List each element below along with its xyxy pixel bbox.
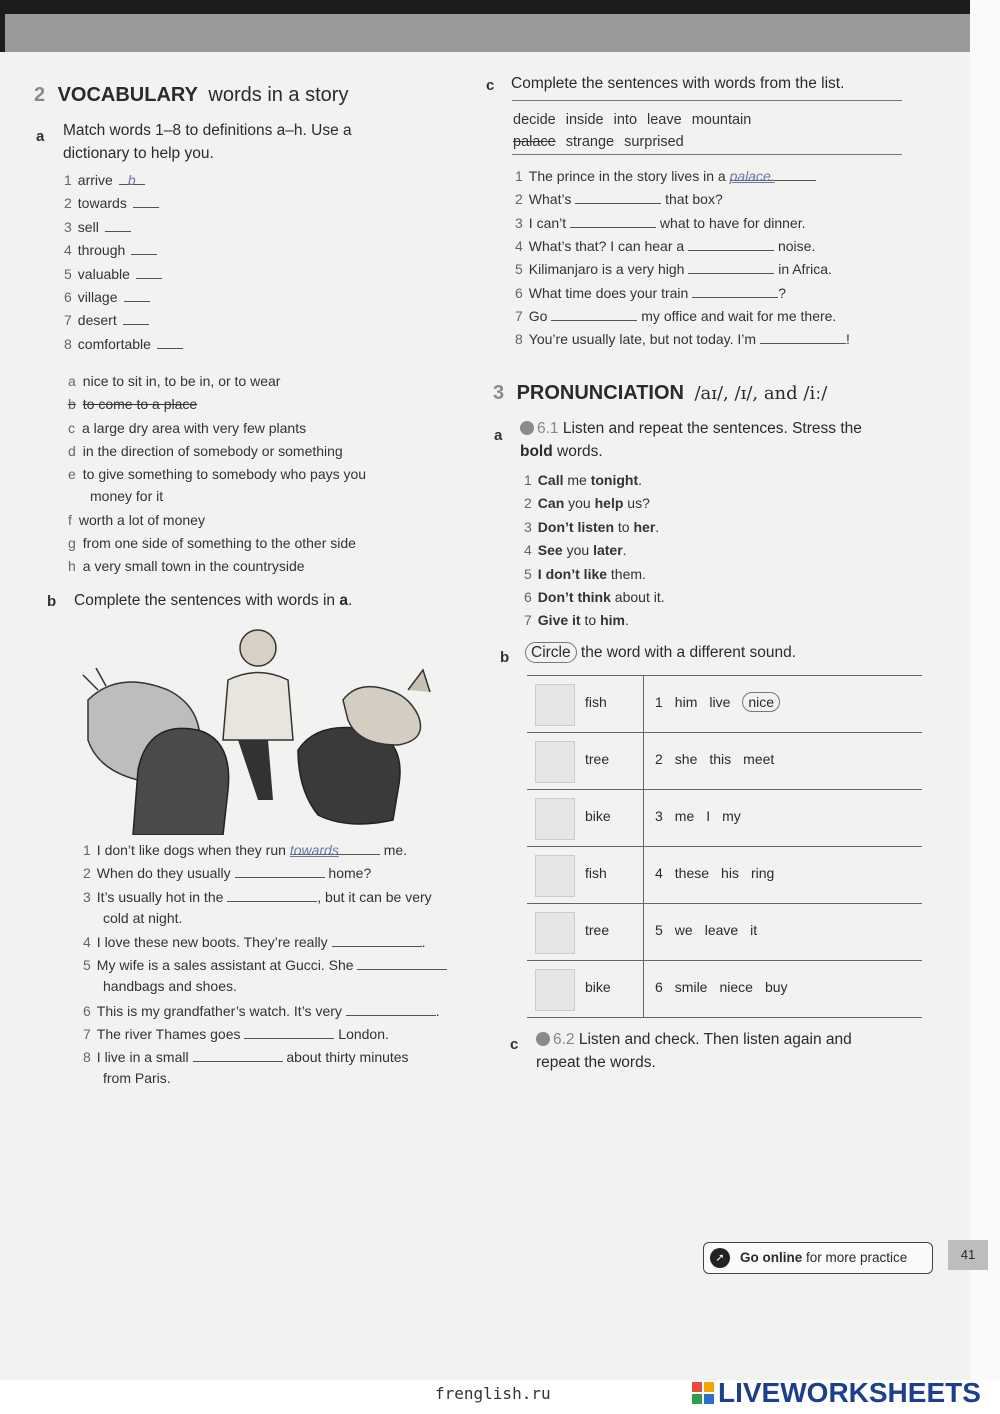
vocab-word-item <box>64 172 145 188</box>
item-number: 8 <box>64 335 72 352</box>
pronunciation-table <box>527 675 922 1018</box>
exercise-letter: b <box>47 593 57 610</box>
sentence-text: . <box>622 542 627 559</box>
fish-sound-icon <box>535 855 575 897</box>
sentence-text: It’s usually hot in the <box>96 888 228 905</box>
vocab-word: sell <box>77 218 99 235</box>
answer-blank[interactable] <box>133 195 159 208</box>
item-number: 8 <box>515 331 523 348</box>
item-number: 6 <box>64 289 72 305</box>
definition-letter: f <box>68 511 72 528</box>
vocab-word: village <box>77 289 118 305</box>
exercise-letter: c <box>486 77 495 94</box>
item-number: 6 <box>655 979 663 995</box>
item-number: 1 <box>655 694 663 710</box>
answer-blank[interactable] <box>729 168 816 184</box>
instruction-line: dictionary to help you. <box>63 145 214 162</box>
choice-word[interactable]: meet <box>743 751 775 767</box>
item-number: 4 <box>655 865 663 881</box>
sentence-text: me <box>563 472 591 488</box>
item-number: 2 <box>515 191 523 208</box>
sentence-text: my office and wait for me there. <box>637 307 837 324</box>
scan-right-margin <box>970 0 1000 1380</box>
pronunciation-row <box>527 847 922 904</box>
answer-text: palace. <box>729 168 775 184</box>
answer-blank[interactable] <box>760 331 846 344</box>
stressed-word: her <box>633 518 656 535</box>
section-subtitle: /aɪ/, /ɪ/, and /iː/ <box>694 383 828 404</box>
sentence-text: about it. <box>610 589 665 605</box>
word-list-item: palace <box>513 134 556 150</box>
site-link[interactable]: frenglish.ru <box>435 1384 551 1403</box>
word-list-item: into <box>613 112 638 128</box>
instruction-circled-word: Circle <box>525 642 577 663</box>
stressed-word: help <box>594 495 624 512</box>
pronunciation-row <box>527 961 922 1018</box>
choice-word[interactable]: ring <box>750 865 775 881</box>
answer-blank[interactable] <box>688 238 774 251</box>
word-group <box>655 751 786 767</box>
pronunciation-row <box>527 733 922 790</box>
word-list-item: decide <box>513 112 556 128</box>
vocab-word: through <box>77 242 126 259</box>
exercise-3c-instructions <box>536 1028 852 1074</box>
instruction-text: Listen and check. Then listen again and <box>574 1031 852 1048</box>
item-number: 5 <box>83 957 91 974</box>
exercise-2a-instructions <box>63 119 352 165</box>
definition-letter: b <box>68 396 76 413</box>
word-list-row <box>513 112 761 128</box>
bike-sound-icon <box>535 969 575 1011</box>
choice-word[interactable]: I <box>706 808 711 824</box>
sentence-item <box>515 238 815 254</box>
vocab-word-item <box>64 266 162 282</box>
sound-cell <box>527 733 644 789</box>
item-number: 7 <box>64 312 72 329</box>
section-3-heading <box>493 382 827 405</box>
pronunciation-sentence <box>524 542 627 558</box>
sentence-text: What time does your train <box>528 284 693 301</box>
item-number: 8 <box>83 1049 91 1066</box>
item-number: 3 <box>83 888 91 905</box>
sentence-item <box>83 889 432 926</box>
item-number: 7 <box>524 612 532 629</box>
section-title: PRONUNCIATION <box>516 382 684 404</box>
definition-text: from one side of something to the other side <box>82 534 356 551</box>
choice-word[interactable]: it <box>750 922 758 938</box>
answer-blank[interactable] <box>244 1026 334 1039</box>
choice-word[interactable]: smile <box>674 979 708 995</box>
sentence-text: What’s that? I can hear a <box>528 237 689 254</box>
liveworksheets-logo-icon <box>692 1382 714 1404</box>
vocab-word-item <box>64 195 159 211</box>
definition-text: worth a lot of money <box>78 511 205 528</box>
item-number: 1 <box>83 842 91 858</box>
sentence-text: cold at night. <box>103 909 183 926</box>
sound-word: bike <box>585 979 611 995</box>
sentence-item <box>515 331 850 347</box>
vocab-word-item <box>64 242 157 258</box>
instruction-text: Complete the sentences with words in <box>74 592 340 609</box>
definition-item <box>68 440 343 462</box>
sentence-text: me. <box>379 842 408 858</box>
audio-icon[interactable] <box>520 421 534 435</box>
vocab-word-item <box>64 336 183 352</box>
sound-word: fish <box>585 865 607 881</box>
bike-sound-icon <box>535 798 575 840</box>
sentence-text: ! <box>845 331 850 348</box>
sentence-text: in Africa. <box>774 261 832 278</box>
answer-blank[interactable] <box>357 957 447 970</box>
sentence-text: to <box>614 518 634 535</box>
answer-text: towards <box>289 842 339 858</box>
section-subtitle: words in a story <box>208 84 349 106</box>
word-list-item: inside <box>565 112 604 128</box>
brand-name[interactable]: LIVEWORKSHEETS <box>718 1377 981 1408</box>
choice-word[interactable]: buy <box>764 979 788 995</box>
vocab-word: desert <box>77 312 117 329</box>
answer-blank[interactable] <box>193 1049 283 1062</box>
answer-blank[interactable] <box>227 889 317 902</box>
sentence-text: . <box>435 1002 440 1019</box>
sentence-text: . <box>638 472 643 488</box>
word-list-item: mountain <box>691 112 752 128</box>
vocab-word: towards <box>77 195 127 212</box>
definition-letter: g <box>68 534 76 551</box>
sound-cell <box>527 961 644 1017</box>
tree-sound-icon <box>535 741 575 783</box>
sentence-text: home? <box>324 865 372 882</box>
word-group <box>655 922 769 938</box>
section-title: VOCABULARY <box>57 84 198 106</box>
answer-blank[interactable] <box>570 215 656 228</box>
answer-blank[interactable] <box>332 934 422 947</box>
sentence-text: When do they usually <box>96 865 235 882</box>
definition-text: to come to a place <box>82 396 198 413</box>
instruction-text: words. <box>552 443 603 460</box>
choice-word[interactable]: leave <box>704 922 739 938</box>
choice-word[interactable]: niece <box>719 979 753 995</box>
choice-word[interactable]: me <box>674 808 695 824</box>
item-number: 4 <box>515 237 523 254</box>
sentence-text: us? <box>623 495 650 512</box>
sentence-text: This is my grandfather’s watch. It’s very <box>96 1002 346 1019</box>
sound-word: bike <box>585 808 611 824</box>
definition-item <box>68 509 205 531</box>
item-number: 5 <box>515 261 523 278</box>
item-number: 5 <box>524 565 532 582</box>
sentence-text: . <box>624 612 629 629</box>
vocab-word: comfortable <box>77 335 151 352</box>
sentence-item <box>515 168 816 184</box>
pronunciation-sentence <box>524 519 659 535</box>
audio-track: 6.2 <box>553 1031 575 1048</box>
item-number: 4 <box>83 933 91 950</box>
word-list-item: strange <box>565 134 615 150</box>
exercise-letter: b <box>500 649 510 666</box>
instruction-text: Listen and repeat the sentences. Stress the <box>558 420 862 437</box>
choice-word[interactable]: my <box>722 808 741 824</box>
answer-blank[interactable] <box>124 289 150 302</box>
sentence-item <box>515 215 805 231</box>
sentence-item <box>83 1026 389 1042</box>
item-number: 1 <box>524 472 532 488</box>
sentence-text: that box? <box>661 191 723 208</box>
word-group <box>655 979 800 995</box>
answer-blank[interactable] <box>551 308 637 321</box>
choice-word[interactable]: she <box>674 751 698 767</box>
sentence-text: My wife is a sales assistant at Gucci. She <box>96 957 358 974</box>
answer-blank[interactable] <box>692 285 778 298</box>
vocab-word-item <box>64 312 149 328</box>
item-number: 7 <box>515 307 523 324</box>
exercise-3a-instructions <box>520 417 862 463</box>
sound-word: tree <box>585 751 610 767</box>
sentence-text: you <box>562 542 594 559</box>
section-2-heading <box>34 84 348 107</box>
sentence-item <box>83 1003 440 1019</box>
sentence-text: noise. <box>774 237 816 254</box>
tree-sound-icon <box>535 912 575 954</box>
dogs-illustration <box>58 620 468 835</box>
online-bold: Go online <box>740 1250 803 1265</box>
sentence-text: you <box>564 495 595 512</box>
stressed-word: him <box>600 612 625 629</box>
vocab-word-item <box>64 289 150 305</box>
sentence-text: The prince in the story lives in a <box>528 168 730 184</box>
answer-blank[interactable] <box>105 219 131 232</box>
stressed-word: Call <box>537 472 564 488</box>
sentence-text: . <box>655 518 660 535</box>
definition-text: a very small town in the countryside <box>82 558 305 575</box>
pronunciation-row <box>527 676 922 733</box>
choice-word[interactable]: live <box>709 694 731 710</box>
instruction-text: the word with a different sound. <box>576 644 797 661</box>
word-group <box>655 865 786 881</box>
item-number: 2 <box>64 195 72 212</box>
definition-item <box>68 417 306 439</box>
sentence-item <box>83 865 371 881</box>
online-text: for more practice <box>802 1250 908 1265</box>
exercise-3b-instructions <box>525 641 796 664</box>
choice-word[interactable]: him <box>674 694 698 710</box>
sentence-text: to <box>580 612 601 629</box>
exercise-2c-instructions: Complete the sentences with words from the list. <box>511 75 845 92</box>
word-list-item: leave <box>647 112 682 128</box>
sentence-item <box>515 261 832 277</box>
sound-word: fish <box>585 694 607 710</box>
definition-text: to give something to somebody who pays you <box>82 466 367 483</box>
pronunciation-sentence <box>524 472 642 488</box>
page-number: 41 <box>948 1240 988 1270</box>
sentence-text: what to have for dinner. <box>656 214 806 231</box>
item-number: 3 <box>524 518 532 535</box>
definition-item <box>68 370 280 392</box>
definition-item <box>68 463 366 507</box>
answer-blank[interactable] <box>131 242 157 255</box>
pronunciation-sentence <box>524 495 650 511</box>
definition-text: nice to sit in, to be in, or to wear <box>82 373 281 389</box>
answer-blank[interactable] <box>136 266 162 279</box>
definition-text: money for it <box>90 488 164 505</box>
sentence-text: I don’t like dogs when they run <box>96 842 290 858</box>
section-number: 3 <box>493 382 505 404</box>
item-number: 1 <box>64 172 72 188</box>
audio-track: 6.1 <box>537 420 559 437</box>
definition-letter: a <box>68 373 76 389</box>
item-number: 5 <box>64 265 72 282</box>
item-number: 3 <box>515 214 523 231</box>
sentence-item <box>83 957 447 994</box>
sentence-text: London. <box>334 1025 389 1042</box>
definition-item <box>68 393 197 415</box>
stressed-word: I don’t like <box>537 565 608 582</box>
sentence-item <box>515 308 836 324</box>
pronunciation-sentence <box>524 589 665 605</box>
choice-word[interactable]: nice <box>742 692 780 712</box>
go-online-button[interactable] <box>703 1242 933 1274</box>
sentence-item <box>83 842 407 858</box>
sentence-text: The river Thames goes <box>96 1025 245 1042</box>
answer-text: b <box>127 172 136 188</box>
item-number: 7 <box>83 1025 91 1042</box>
audio-icon[interactable] <box>536 1032 550 1046</box>
instruction-text: repeat the words. <box>536 1054 656 1071</box>
sentence-text: What’s <box>528 191 576 208</box>
definition-text: in the direction of somebody or something <box>82 442 343 459</box>
sentence-text: I live in a small <box>96 1049 193 1066</box>
sentence-text: handbags and shoes. <box>103 978 237 995</box>
sound-cell <box>527 847 644 903</box>
item-number: 4 <box>524 542 532 559</box>
exercise-letter: c <box>510 1036 519 1053</box>
sound-word: tree <box>585 922 610 938</box>
answer-blank[interactable] <box>346 1003 436 1016</box>
sentence-text: from Paris. <box>103 1070 171 1087</box>
answer-blank[interactable] <box>157 336 183 349</box>
exercise-2b-instructions <box>74 589 352 612</box>
word-list-item: surprised <box>624 134 684 150</box>
answer-blank[interactable] <box>289 842 380 858</box>
sound-cell <box>527 790 644 846</box>
answer-blank[interactable] <box>688 261 774 274</box>
instruction-line: Match words 1–8 to definitions a–h. Use a <box>63 122 352 139</box>
exercise-letter: a <box>36 128 45 145</box>
vocab-word-item <box>64 219 131 235</box>
answer-blank[interactable] <box>123 312 149 325</box>
choice-word[interactable]: this <box>709 751 732 767</box>
sentence-text: about thirty minutes <box>282 1049 409 1066</box>
item-number: 6 <box>83 1002 91 1019</box>
definition-text: a large dry area with very few plants <box>82 419 307 436</box>
cursor-icon: ➚ <box>710 1248 730 1268</box>
sentence-text: . <box>421 933 426 950</box>
fish-sound-icon <box>535 684 575 726</box>
stressed-word: later <box>593 542 623 559</box>
pronunciation-row <box>527 790 922 847</box>
exercise-letter: a <box>494 427 503 444</box>
instruction-text: . <box>347 592 353 609</box>
answer-blank[interactable] <box>119 172 145 188</box>
item-number: 5 <box>655 922 663 938</box>
pronunciation-sentence <box>524 566 646 582</box>
scan-top-border <box>0 0 1000 52</box>
stressed-word: Give it <box>537 612 581 629</box>
item-number: 2 <box>83 865 91 882</box>
item-number: 4 <box>64 242 72 259</box>
word-group <box>655 808 753 824</box>
sound-cell <box>527 676 644 732</box>
vocab-word: arrive <box>77 172 113 188</box>
definition-letter: e <box>68 466 76 483</box>
section-number: 2 <box>34 84 46 106</box>
definition-letter: d <box>68 442 76 459</box>
definition-item <box>68 532 356 554</box>
stressed-word: Can <box>537 495 565 512</box>
answer-blank[interactable] <box>235 865 325 878</box>
item-number: 3 <box>655 808 663 824</box>
divider <box>512 154 902 155</box>
item-number: 6 <box>524 589 532 605</box>
stressed-word: Don’t listen <box>537 518 615 535</box>
answer-blank[interactable] <box>575 191 661 204</box>
instruction-bold: a <box>339 592 348 609</box>
sentence-text: Kilimanjaro is a very high <box>528 261 689 278</box>
definition-item <box>68 555 305 577</box>
sentence-item <box>515 285 786 301</box>
item-number: 2 <box>524 495 532 512</box>
divider <box>512 100 902 101</box>
sentence-text: Go <box>528 307 552 324</box>
instruction-bold: bold <box>520 443 553 460</box>
sentence-item <box>83 934 425 950</box>
choice-word[interactable]: his <box>721 865 739 881</box>
item-number: 3 <box>64 218 72 235</box>
vocab-word: valuable <box>77 265 130 282</box>
choice-word[interactable]: these <box>674 865 710 881</box>
stressed-word: See <box>537 542 563 559</box>
pronunciation-sentence <box>524 612 629 628</box>
sentence-item <box>515 191 723 207</box>
sentence-text: ? <box>778 284 786 301</box>
choice-word[interactable]: we <box>674 922 693 938</box>
item-number: 6 <box>515 284 523 301</box>
item-number: 2 <box>655 751 663 767</box>
stressed-word: Don’t think <box>537 589 611 605</box>
sentence-text: I can’t <box>528 214 571 231</box>
sound-cell <box>527 904 644 960</box>
word-list-row <box>513 134 694 150</box>
item-number: 1 <box>515 168 523 184</box>
sentence-text: them. <box>607 565 646 582</box>
definition-letter: h <box>68 558 76 575</box>
definition-letter: c <box>68 419 75 436</box>
sentence-text: You’re usually late, but not today. I’m <box>528 331 760 348</box>
pronunciation-row <box>527 904 922 961</box>
sentence-text: , but it can be very <box>317 888 432 905</box>
word-group <box>655 694 792 710</box>
stressed-word: tonight <box>590 472 639 488</box>
sentence-text: I love these new boots. They’re really <box>96 933 332 950</box>
sentence-item <box>83 1049 409 1086</box>
